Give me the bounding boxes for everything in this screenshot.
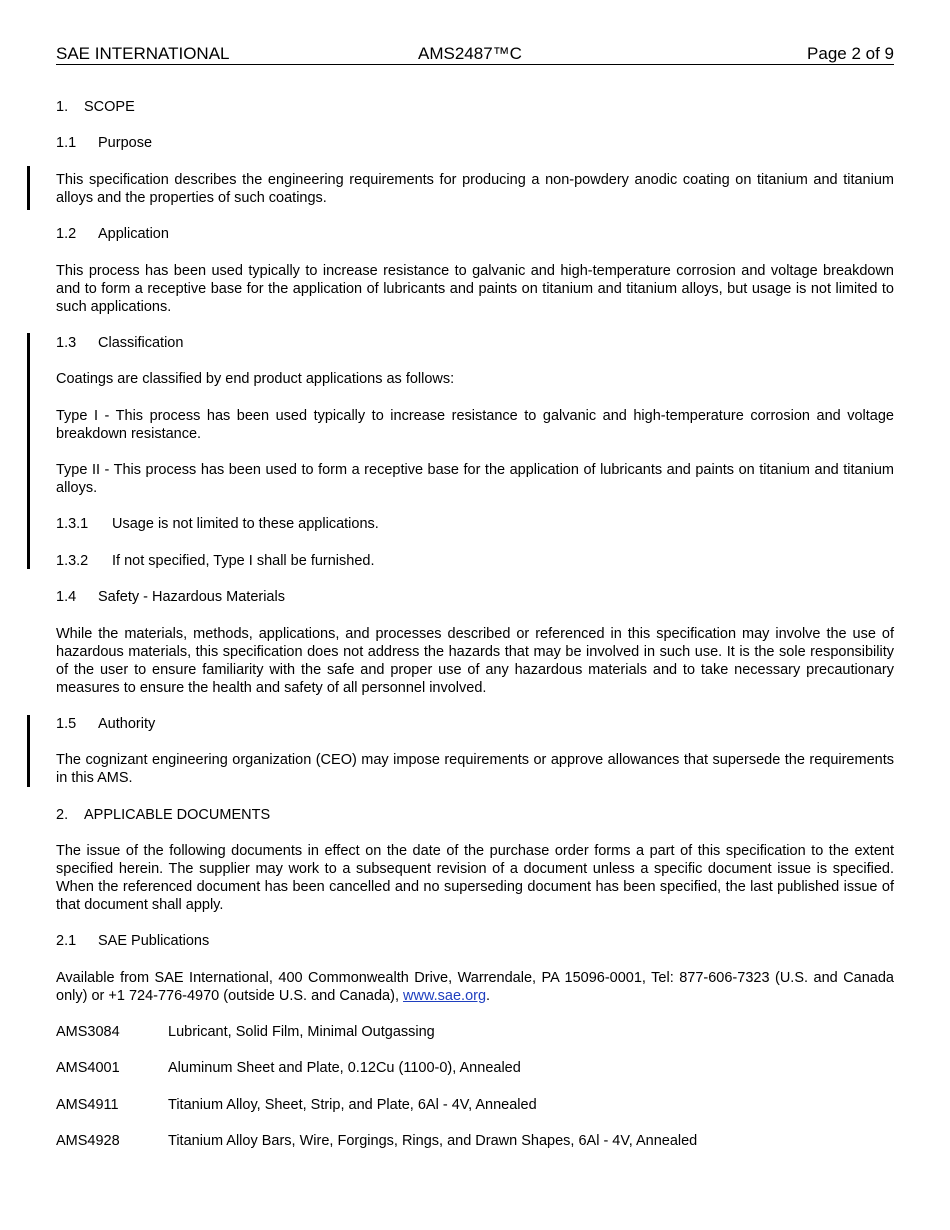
paragraph-text: .: [486, 988, 491, 1004]
paragraph: While the materials, methods, applications, and processes described or referenced in this specification may involve the use of hazardous materials, this specification does not address the hazards that may be involved in such use. It is the sole responsibility of the user to ensure familiarity with the safe and proper use of any hazardous materials and to take necessary precautionary measures to ensure the health and safety of all personnel involved.: [56, 626, 894, 696]
paragraph: This process has been used typically to increase resistance to galvanic and high-temperature corrosion and voltage breakdown and to form a receptive base for the application of lubricants and paints on titanium and titanium alloys, but usage is not limited to such applications.: [56, 263, 894, 315]
section-heading: [56, 225, 894, 243]
header-page-number: Page 2 of 9: [807, 44, 894, 63]
document-code: AMS4928: [56, 1133, 120, 1149]
section-title: Application: [98, 226, 169, 242]
section-title: SCOPE: [84, 99, 135, 115]
section-number: 2.: [56, 807, 69, 823]
section-number: 1.3.2: [56, 553, 89, 569]
paragraph: This specification describes the engineering requirements for producing a non-powdery anodic coating on titanium and titanium alloys and the properties of such coatings.: [56, 172, 894, 206]
section-title: If not specified, Type I shall be furnished.: [112, 553, 375, 569]
section-heading: [56, 932, 894, 950]
section-number: 1.: [56, 99, 69, 115]
revision-change-bar: [27, 333, 30, 569]
paragraph: The cognizant engineering organization (CEO) may impose requirements or approve allowances that supersede the requirements in this AMS.: [56, 752, 894, 786]
section-number: 2.1: [56, 933, 77, 949]
section-heading: [56, 715, 894, 733]
document-title: Titanium Alloy Bars, Wire, Forgings, Rings, and Drawn Shapes, 6Al - 4V, Annealed: [168, 1133, 698, 1149]
subsection-heading: [56, 552, 894, 570]
section-title: APPLICABLE DOCUMENTS: [84, 807, 271, 823]
document-title: Aluminum Sheet and Plate, 0.12Cu (1100-0), Annealed: [168, 1060, 521, 1076]
page-header: [56, 44, 894, 65]
paragraph: Coatings are classified by end product applications as follows:: [56, 371, 455, 387]
section-number: 1.1: [56, 135, 77, 151]
revision-change-bar: [27, 166, 30, 210]
paragraph-type-i: Type I - This process has been used typically to increase resistance to galvanic and high-temperature corrosion and voltage breakdown resistance.: [56, 408, 894, 442]
sae-website-link[interactable]: www.sae.org: [403, 988, 487, 1004]
section-heading: [56, 98, 894, 116]
section-number: 1.3.1: [56, 516, 89, 532]
section-title: Safety - Hazardous Materials: [98, 589, 285, 605]
paragraph: [56, 969, 894, 1005]
paragraph: The issue of the following documents in effect on the date of the purchase order forms a part of this specification to the extent specified herein. The supplier may work to a subsequent revision of a document unless a specific document issue is specified. When the referenced document has been cancelled and no superseding document has been specified, the last published issue of that document shall apply.: [56, 843, 894, 913]
header-organization: SAE INTERNATIONAL: [56, 44, 230, 63]
section-title: Authority: [98, 716, 156, 732]
header-document-id: AMS2487™C: [418, 44, 522, 63]
document-title: Lubricant, Solid Film, Minimal Outgassing: [168, 1024, 435, 1040]
section-heading: [56, 134, 894, 152]
document-title: Titanium Alloy, Sheet, Strip, and Plate, 6Al - 4V, Annealed: [168, 1097, 537, 1113]
section-number: 1.2: [56, 226, 77, 242]
section-heading: [56, 806, 894, 824]
section-number: 1.3: [56, 335, 77, 351]
section-number: 1.4: [56, 589, 77, 605]
subsection-heading: [56, 515, 894, 533]
revision-change-bar: [27, 715, 30, 787]
section-title: Usage is not limited to these applications.: [112, 516, 379, 532]
section-heading: [56, 588, 894, 606]
section-title: SAE Publications: [98, 933, 210, 949]
section-number: 1.5: [56, 716, 77, 732]
section-title: Purpose: [98, 135, 153, 151]
paragraph-text: Available from SAE International, 400 Commonwealth Drive, Warrendale, PA 15096-0001, Tel: 877-606-7323 (U.S. and Canada only) or +1 724-776-4970 (outside U.S. and Canada),: [56, 970, 894, 1004]
section-heading: [56, 334, 894, 352]
document-code: AMS3084: [56, 1024, 120, 1040]
paragraph-type-ii: Type II - This process has been used to form a receptive base for the application of lubricants and paints on titanium and titanium alloys.: [56, 462, 894, 496]
section-title: Classification: [98, 335, 184, 351]
document-code: AMS4001: [56, 1060, 120, 1076]
document-code: AMS4911: [56, 1097, 119, 1113]
